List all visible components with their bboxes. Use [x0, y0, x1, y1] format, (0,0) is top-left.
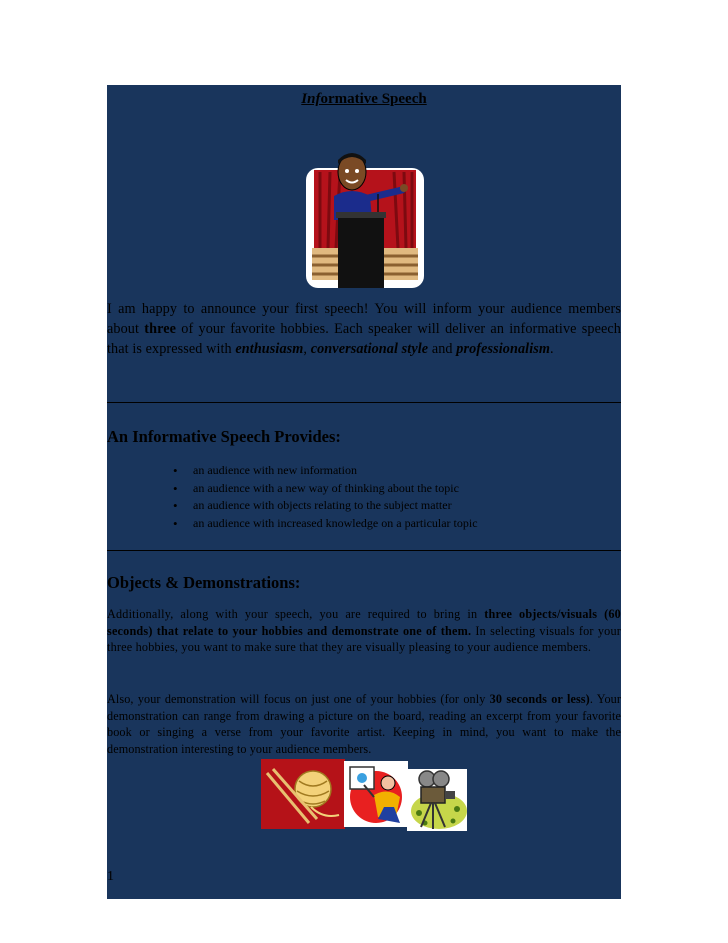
divider-line — [107, 402, 621, 403]
title-part-2: ormative — [320, 91, 378, 107]
painter-easel-clipart — [344, 761, 408, 827]
divider-line — [107, 550, 621, 551]
bullet-icon: • — [173, 498, 178, 514]
list-item — [173, 515, 478, 533]
list-item-text: an audience with increased knowledge on a particular topic — [193, 515, 478, 530]
provides-heading: An Informative Speech Provides: — [107, 427, 341, 446]
demonstration-paragraph — [107, 691, 621, 758]
speaker-at-podium-clipart — [306, 150, 424, 288]
list-item — [173, 462, 478, 480]
movie-camera-clipart — [407, 769, 467, 831]
objects-heading: Objects & Demonstrations: — [107, 573, 301, 592]
objects-paragraph — [107, 606, 621, 656]
list-item-text: an audience with a new way of thinking about the topic — [193, 480, 459, 495]
intro-text: , — [303, 341, 311, 357]
page-number: 1 — [107, 869, 114, 884]
bullet-icon: • — [173, 463, 178, 478]
knitting-yarn-clipart — [261, 759, 345, 829]
list-item — [173, 480, 478, 498]
p2-text: Also, your demonstration will focus on just one of your hobbies (for only — [107, 692, 490, 706]
p2-bold: 30 seconds or less) — [489, 692, 590, 706]
bullet-icon: • — [173, 515, 178, 531]
intro-enthusiasm: enthusiasm — [235, 341, 304, 357]
title-part-1: Inf — [301, 91, 321, 107]
p1-text: Additionally, along with your speech, you are required to bring in — [107, 607, 485, 621]
intro-professionalism: professionalism — [456, 341, 551, 357]
provides-list — [173, 462, 478, 532]
bullet-icon: • — [173, 480, 178, 496]
page-title — [107, 91, 621, 108]
p1-bold: three objects/visuals (60 seconds) that relate to your hobbies and demonstrate one of them. — [107, 607, 621, 638]
intro-text: of your favorite hobbies. Each speaker will deliver an informative speech that is expressed with — [107, 321, 621, 357]
intro-text: I am happy to announce your first speech! You will inform your audience members about — [107, 301, 621, 337]
p1-text: In selecting visuals for your three hobbies, you want to make sure that they are visually pleasing to your audience members. — [107, 623, 622, 655]
intro-bold-three: three — [144, 321, 177, 337]
p2-text: . Your demonstration can range from drawing a picture on the board, reading an excerpt from your favorite book or singing a verse from your favorite artist. Keeping in mind, you want to make the demonstration interesting to your audience members. — [107, 692, 621, 757]
document-panel — [107, 85, 621, 899]
intro-text: and — [428, 341, 457, 357]
list-item — [173, 497, 478, 515]
title-part-3: Speech — [377, 91, 427, 107]
intro-conversational-style: conversational style — [310, 341, 429, 357]
list-item-text: an audience with new information — [193, 463, 357, 477]
list-item-text: an audience with objects relating to the subject matter — [193, 498, 452, 513]
intro-text: . — [550, 341, 554, 357]
intro-paragraph — [107, 299, 621, 359]
